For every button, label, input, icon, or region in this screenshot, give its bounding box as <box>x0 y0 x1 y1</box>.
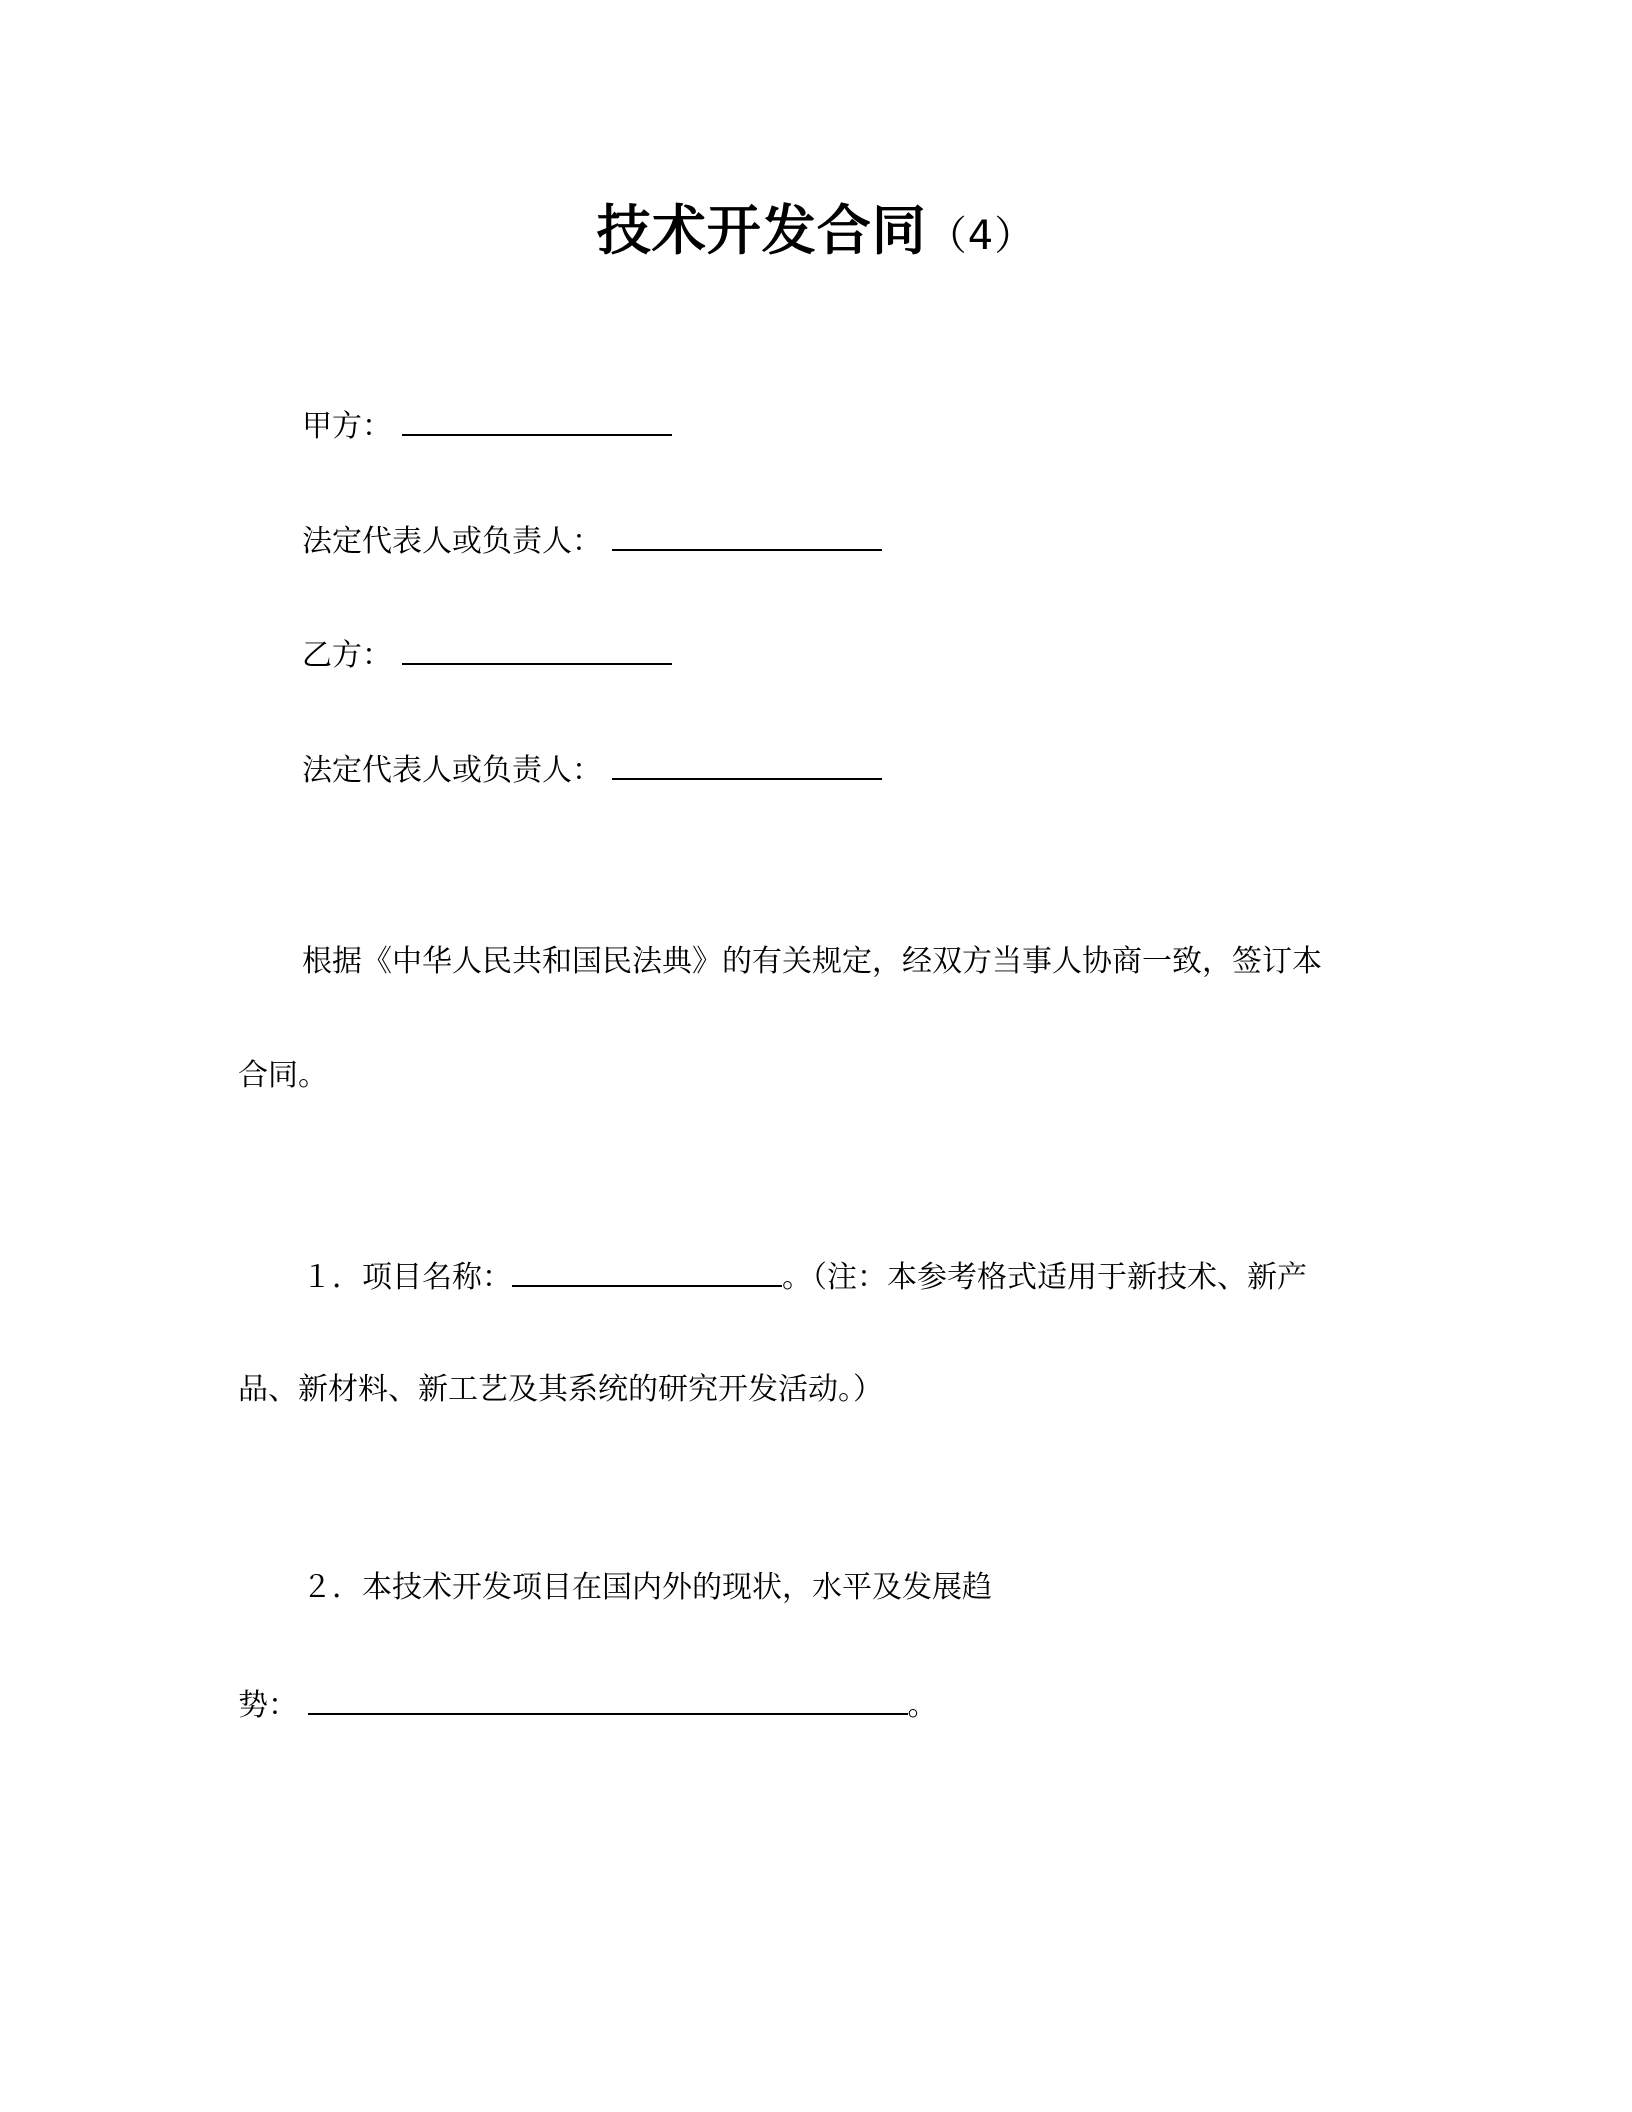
party-b-label: 乙方： <box>302 638 392 673</box>
item-1-line-1 <box>302 1255 1307 1298</box>
preamble-line-1: 根据《中华人民共和国民法典》的有关规定，经双方当事人协商一致，签订本 <box>302 944 1322 979</box>
rep-a-blank[interactable] <box>612 519 882 551</box>
rep-b-label: 法定代表人或负责人： <box>302 753 602 788</box>
party-b-blank[interactable] <box>402 633 672 665</box>
party-b-line <box>302 633 672 676</box>
party-a-label: 甲方： <box>302 409 392 444</box>
item-1-line-2: 品、新材料、新工艺及其系统的研究开发活动。） <box>238 1372 883 1407</box>
item-2-line-2 <box>238 1683 938 1726</box>
document-title <box>0 196 1632 271</box>
project-name-blank[interactable] <box>512 1255 782 1287</box>
title-suffix: （4） <box>926 213 1036 259</box>
rep-b-line <box>302 748 882 791</box>
party-a-line <box>302 404 672 447</box>
title-text: 技术开发合同 <box>596 199 927 262</box>
rep-b-blank[interactable] <box>612 748 882 780</box>
preamble-line-2: 合同。 <box>238 1058 328 1093</box>
trend-blank[interactable] <box>308 1683 908 1715</box>
item-1-suffix: 。（注：本参考格式适用于新技术、新产 <box>782 1260 1307 1295</box>
rep-a-label: 法定代表人或负责人： <box>302 524 602 559</box>
item-2-line-1: ２．本技术开发项目在国内外的现状，水平及发展趋 <box>302 1570 992 1605</box>
item-2-suffix: 。 <box>907 1688 938 1723</box>
party-a-blank[interactable] <box>402 404 672 436</box>
item-1-prefix: １．项目名称： <box>302 1260 512 1295</box>
item-2-prefix: 势： <box>238 1688 298 1723</box>
rep-a-line <box>302 519 882 562</box>
